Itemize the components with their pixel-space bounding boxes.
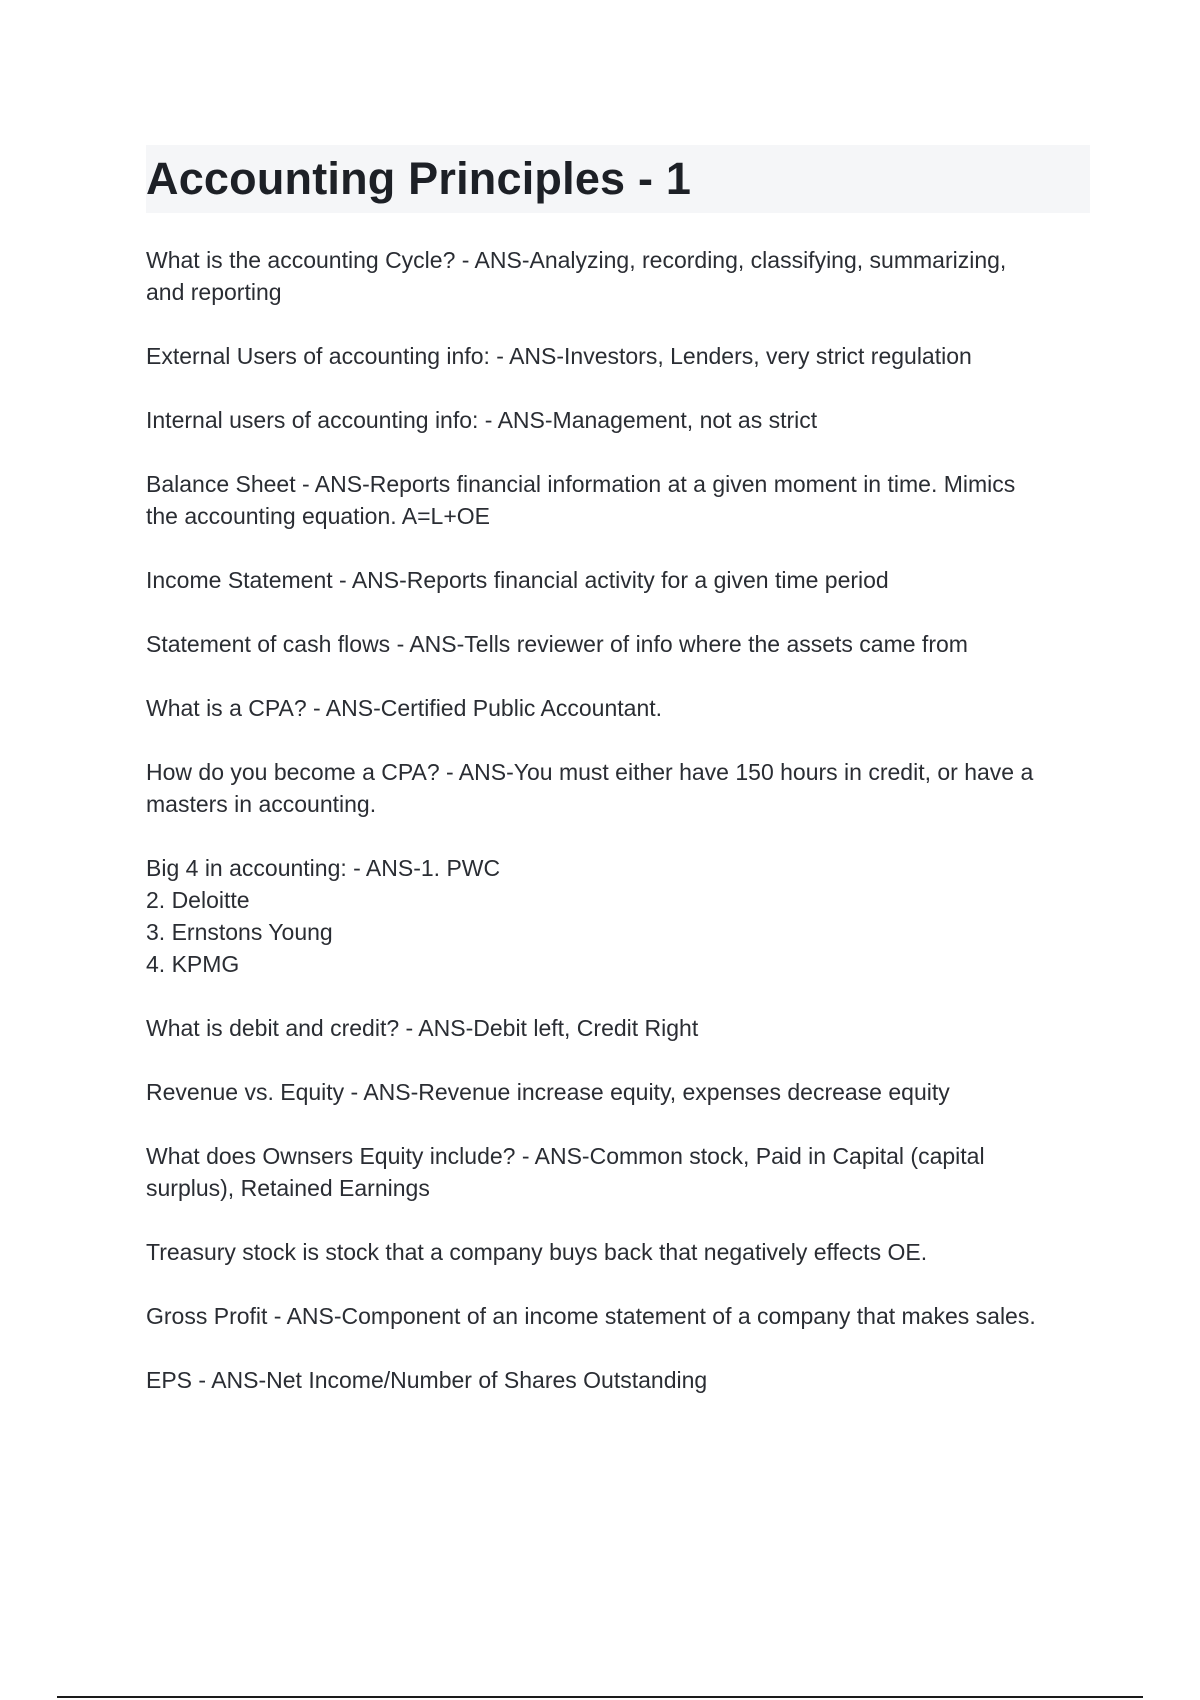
qa-item-line: masters in accounting. xyxy=(146,791,377,817)
qa-item xyxy=(146,1364,1096,1396)
qa-item-line: How do you become a CPA? - ANS-You must either have 150 hours in credit, or have a xyxy=(146,759,1034,785)
qa-item xyxy=(146,628,1096,660)
qa-item-line: Income Statement - ANS-Reports financial activity for a given time period xyxy=(146,567,889,593)
qa-item xyxy=(146,404,1096,436)
qa-item xyxy=(146,1300,1096,1332)
qa-item-line: Statement of cash flows - ANS-Tells reviewer of info where the assets came from xyxy=(146,631,968,657)
qa-item xyxy=(146,244,1096,308)
qa-item xyxy=(146,1076,1096,1108)
qa-item xyxy=(146,756,1096,820)
qa-item-line: the accounting equation. A=L+OE xyxy=(146,503,490,529)
qa-item-line: and reporting xyxy=(146,279,282,305)
footer-rule xyxy=(57,1696,1143,1698)
qa-item-line: surplus), Retained Earnings xyxy=(146,1175,430,1201)
qa-item xyxy=(146,340,1096,372)
qa-item-line: 2. Deloitte xyxy=(146,887,250,913)
qa-item xyxy=(146,1012,1096,1044)
qa-item-line: Balance Sheet - ANS-Reports financial information at a given moment in time. Mimics xyxy=(146,471,1016,497)
qa-item xyxy=(146,692,1096,724)
qa-item-line: Big 4 in accounting: - ANS-1. PWC xyxy=(146,855,501,881)
qa-item-line: 3. Ernstons Young xyxy=(146,919,333,945)
qa-item-line: External Users of accounting info: - ANS-Investors, Lenders, very strict regulation xyxy=(146,343,972,369)
qa-item xyxy=(146,468,1096,532)
qa-item xyxy=(146,1236,1096,1268)
qa-item-line: What does Ownsers Equity include? - ANS-Common stock, Paid in Capital (capital xyxy=(146,1143,985,1169)
qa-list xyxy=(146,244,1096,1428)
qa-item-line: 4. KPMG xyxy=(146,951,240,977)
qa-item xyxy=(146,1140,1096,1204)
qa-item xyxy=(146,564,1096,596)
qa-item xyxy=(146,852,1096,980)
qa-item-line: Treasury stock is stock that a company buys back that negatively effects OE. xyxy=(146,1239,928,1265)
qa-item-line: Revenue vs. Equity - ANS-Revenue increase equity, expenses decrease equity xyxy=(146,1079,950,1105)
document-title: Accounting Principles - 1 xyxy=(146,153,692,204)
qa-item-line: EPS - ANS-Net Income/Number of Shares Outstanding xyxy=(146,1367,708,1393)
qa-item-line: Gross Profit - ANS-Component of an income statement of a company that makes sales. xyxy=(146,1303,1036,1329)
qa-item-line: Internal users of accounting info: - ANS-Management, not as strict xyxy=(146,407,818,433)
qa-item-line: What is a CPA? - ANS-Certified Public Accountant. xyxy=(146,695,663,721)
qa-item-line: What is the accounting Cycle? - ANS-Analyzing, recording, classifying, summarizing, xyxy=(146,247,1007,273)
qa-item-line: What is debit and credit? - ANS-Debit left, Credit Right xyxy=(146,1015,699,1041)
